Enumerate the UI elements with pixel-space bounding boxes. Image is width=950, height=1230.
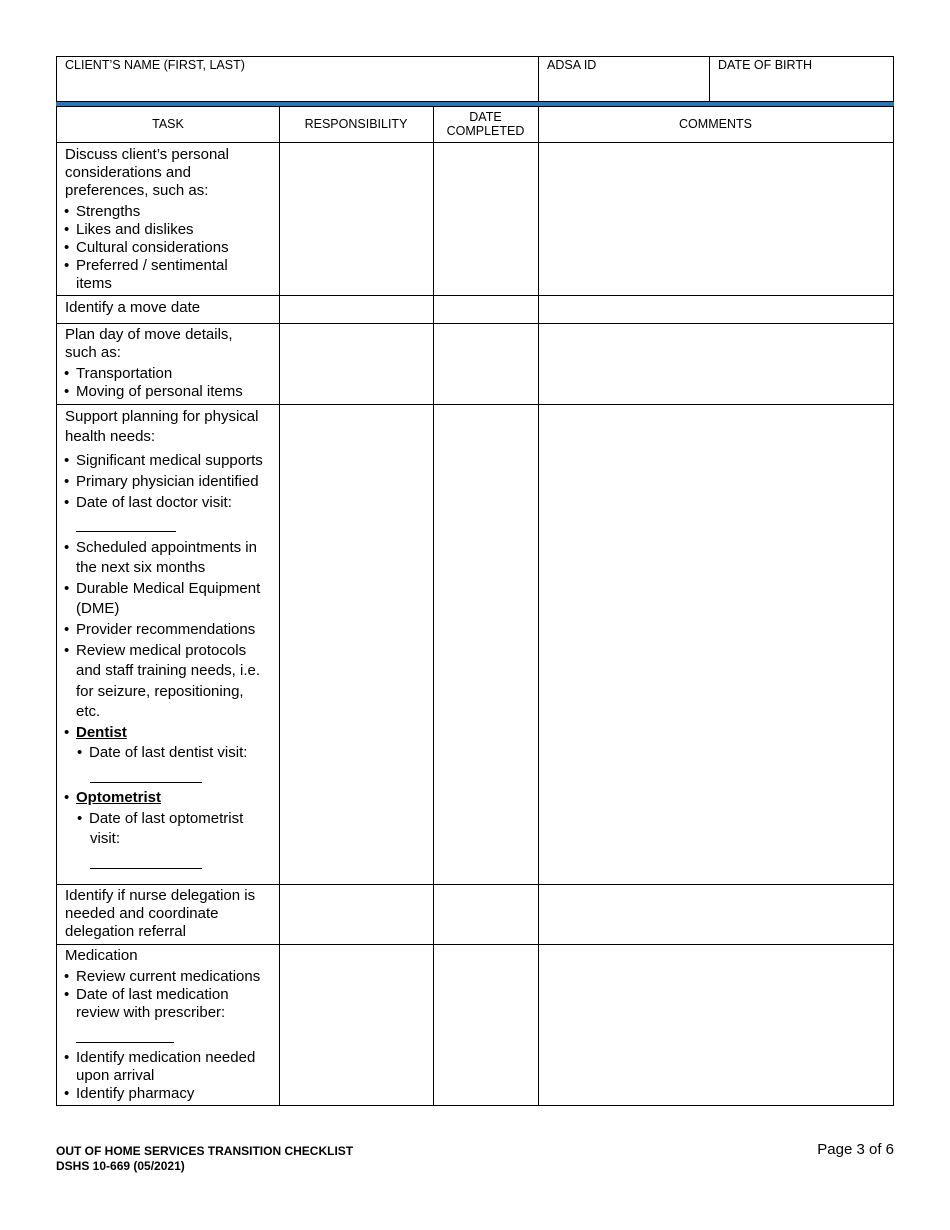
task-text: Medication <box>65 947 138 964</box>
list-item <box>64 724 127 742</box>
list-item: • Date of last medication <box>64 986 229 1004</box>
task-text: such as: <box>65 344 121 361</box>
list-item-continuation: (DME) <box>76 600 120 617</box>
task-column-header: TASK <box>152 117 184 131</box>
list-item: • Cultural considerations <box>64 239 229 257</box>
task-text: Identify if nurse delegation is <box>65 887 256 904</box>
list-item-continuation: and staff training needs, i.e. <box>76 662 261 679</box>
form-title: OUT OF HOME SERVICES TRANSITION CHECKLIST <box>56 1144 354 1158</box>
task-text: Plan day of move details, <box>65 326 233 343</box>
list-item: • Durable Medical Equipment <box>64 580 260 598</box>
list-item: • Scheduled appointments in <box>64 539 257 557</box>
client-name-field[interactable] <box>57 74 537 100</box>
date-completed-column-header: DATE COMPLETED <box>446 110 525 138</box>
optometrist-heading: Optometrist <box>76 789 162 806</box>
list-item-continuation: the next six months <box>76 559 206 576</box>
list-item: • Identify medication needed <box>64 1049 255 1067</box>
list-item: • Review medical protocols <box>64 642 246 660</box>
list-item: • Preferred / sentimental <box>64 257 228 275</box>
task-text: considerations and <box>65 164 191 181</box>
list-item: • Review current medications <box>64 968 260 986</box>
list-item-continuation: etc. <box>76 703 101 720</box>
list-item: • Strengths <box>64 203 140 221</box>
task-text: needed and coordinate <box>65 905 219 922</box>
comments-cell[interactable] <box>539 142 893 1104</box>
responsibility-cell[interactable] <box>280 142 432 1104</box>
list-item: • Transportation <box>64 365 172 383</box>
list-item: • Provider recommendations <box>64 621 255 639</box>
list-item: • Identify pharmacy <box>64 1085 194 1103</box>
task-text: preferences, such as: <box>65 182 209 199</box>
list-item: • Date of last dentist visit: <box>77 744 247 762</box>
list-item-continuation: upon arrival <box>76 1067 155 1084</box>
task-text: delegation referral <box>65 923 186 940</box>
list-item: • Likes and dislikes <box>64 221 194 239</box>
list-item-continuation: items <box>76 275 112 292</box>
task-text: Support planning for physical <box>65 408 259 425</box>
list-item-continuation: for seizure, repositioning, <box>76 683 244 700</box>
adsa-id-field[interactable] <box>539 74 708 100</box>
list-item: • Moving of personal items <box>64 383 243 401</box>
client-name-label: CLIENT’S NAME (FIRST, LAST) <box>65 58 245 72</box>
dentist-visit-date-line[interactable] <box>90 782 202 783</box>
doctor-visit-date-line[interactable] <box>76 531 176 532</box>
list-item <box>64 789 161 807</box>
date-completed-cell[interactable] <box>434 142 537 1104</box>
adsa-id-label: ADSA ID <box>547 58 597 72</box>
date-of-birth-field[interactable] <box>710 74 893 100</box>
responsibility-column-header: RESPONSIBILITY <box>304 117 408 131</box>
list-item: • Date of last optometrist <box>77 810 243 828</box>
task-text: health needs: <box>65 428 156 445</box>
list-item-continuation: review with prescriber: <box>76 1004 226 1021</box>
list-item: • Significant medical supports <box>64 452 263 470</box>
task-text: Discuss client’s personal <box>65 146 229 163</box>
dentist-heading: Dentist <box>76 724 127 741</box>
table-row: Identify a move date <box>65 299 201 316</box>
page-number: Page 3 of 6 <box>817 1141 894 1158</box>
comments-column-header: COMMENTS <box>679 117 752 131</box>
list-item-continuation: visit: <box>90 830 120 847</box>
medication-review-date-line[interactable] <box>76 1042 174 1043</box>
list-item: • Date of last doctor visit: <box>64 494 232 512</box>
list-item: • Primary physician identified <box>64 473 259 491</box>
form-number: DSHS 10-669 (05/2021) <box>56 1159 185 1173</box>
optometrist-visit-date-line[interactable] <box>90 868 202 869</box>
date-of-birth-label: DATE OF BIRTH <box>718 58 812 72</box>
